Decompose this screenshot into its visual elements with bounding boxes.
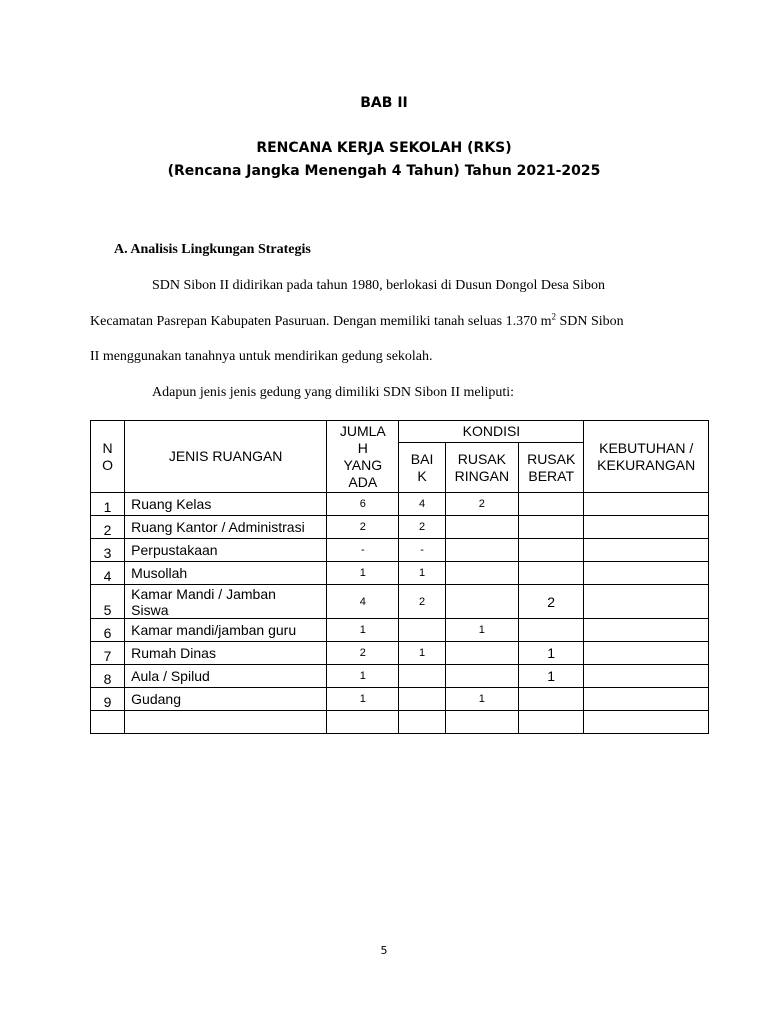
chapter-heading: BAB II [360, 95, 408, 111]
cell-rusak-berat: 1 [519, 642, 584, 665]
cell-no: 1 [91, 493, 125, 516]
cell-rusak-berat [519, 562, 584, 585]
page-number: 5 [380, 944, 388, 957]
header-jenis-ruangan: JENIS RUANGAN [125, 421, 327, 493]
cell-rusak-ringan [445, 665, 518, 688]
header-jumlah-line4: ADA [348, 473, 378, 490]
cell-jenis-line1: Kamar Mandi / Jamban [131, 585, 276, 602]
cell-kebutuhan [584, 493, 709, 516]
cell-rusak-berat [519, 539, 584, 562]
cell-baik: 1 [399, 642, 445, 665]
header-no-line2: O [102, 456, 114, 473]
cell-jenis: Ruang Kantor / Administrasi [125, 516, 327, 539]
header-kebutuhan-line2: KEKURANGAN [597, 456, 696, 473]
paragraph-line-3: II menggunakan tanahnya untuk mendirikan gedung sekolah. [90, 349, 433, 364]
cell-jenis [125, 585, 327, 619]
cell-jumlah: 1 [327, 665, 399, 688]
cell-baik [399, 688, 445, 711]
cell-rusak-ringan [445, 516, 518, 539]
cell-no: 4 [91, 562, 125, 585]
table-row [91, 642, 709, 665]
header-kebutuhan-line1: KEBUTUHAN / [599, 439, 694, 456]
cell-no: 8 [91, 665, 125, 688]
cell-rusak-berat [519, 493, 584, 516]
header-jumlah-line1: JUMLA [339, 422, 386, 439]
header-baik [399, 443, 445, 493]
cell-rusak-ringan [445, 539, 518, 562]
cell-rusak-berat [519, 619, 584, 642]
cell-baik: 1 [399, 562, 445, 585]
header-jumlah [327, 421, 399, 493]
cell-rusak-ringan [445, 562, 518, 585]
table-row [91, 516, 709, 539]
cell-empty [327, 711, 399, 734]
cell-rusak-berat: 1 [519, 665, 584, 688]
header-jumlah-line3: YANG [343, 456, 383, 473]
paragraph-line-2-text: Kecamatan Pasrepan Kabupaten Pasuruan. Dengan memiliki tanah seluas 1.370 m [90, 314, 552, 329]
cell-rusak-berat [519, 516, 584, 539]
cell-no: 7 [91, 642, 125, 665]
cell-jenis: Perpustakaan [125, 539, 327, 562]
table-row [91, 619, 709, 642]
cell-jenis-line2: Siswa [131, 601, 169, 618]
cell-empty [519, 711, 584, 734]
header-kondisi: KONDISI [399, 421, 584, 443]
header-ringan-line1: RUSAK [457, 450, 506, 467]
cell-jenis: Aula / Spilud [125, 665, 327, 688]
cell-jumlah: 4 [327, 585, 399, 619]
cell-rusak-berat [519, 688, 584, 711]
cell-empty [399, 711, 445, 734]
cell-jumlah: 1 [327, 619, 399, 642]
paragraph-line-2 [90, 311, 624, 330]
cell-kebutuhan [584, 688, 709, 711]
paragraph-line-1: SDN Sibon II didirikan pada tahun 1980, berlokasi di Dusun Dongol Desa Sibon [152, 278, 606, 293]
cell-empty [91, 711, 125, 734]
header-rusak-ringan [445, 443, 518, 493]
table-row [91, 688, 709, 711]
cell-kebutuhan [584, 585, 709, 619]
cell-no: 3 [91, 539, 125, 562]
cell-rusak-ringan: 2 [445, 493, 518, 516]
cell-no: 2 [91, 516, 125, 539]
cell-jenis: Ruang Kelas [125, 493, 327, 516]
cell-kebutuhan [584, 539, 709, 562]
cell-jenis: Musollah [125, 562, 327, 585]
cell-baik: 2 [399, 585, 445, 619]
cell-empty [584, 711, 709, 734]
cell-rusak-ringan [445, 642, 518, 665]
table-row [91, 539, 709, 562]
intro-text: Adapun jenis jenis gedung yang dimiliki SDN Sibon II meliputi: [152, 385, 515, 400]
superscript-squared: 2 [551, 311, 556, 322]
document-subtitle: (Rencana Jangka Menengah 4 Tahun) Tahun 2021-2025 [167, 163, 601, 179]
cell-jenis: Gudang [125, 688, 327, 711]
table-row [91, 562, 709, 585]
cell-baik: - [399, 539, 445, 562]
cell-no: 6 [91, 619, 125, 642]
cell-no: 5 [91, 585, 125, 619]
header-no [91, 421, 125, 493]
cell-jenis: Kamar mandi/jamban guru [125, 619, 327, 642]
cell-jenis: Rumah Dinas [125, 642, 327, 665]
header-baik-line2: K [417, 467, 427, 484]
table-row-empty [91, 711, 709, 734]
cell-jumlah: - [327, 539, 399, 562]
cell-baik: 2 [399, 516, 445, 539]
cell-kebutuhan [584, 516, 709, 539]
cell-kebutuhan [584, 642, 709, 665]
cell-rusak-ringan: 1 [445, 688, 518, 711]
cell-jumlah: 1 [327, 688, 399, 711]
header-rusak-berat [519, 443, 584, 493]
cell-kebutuhan [584, 665, 709, 688]
header-jumlah-line2: H [357, 439, 368, 456]
document-title: RENCANA KERJA SEKOLAH (RKS) [256, 140, 512, 156]
cell-rusak-berat: 2 [519, 585, 584, 619]
cell-empty [125, 711, 327, 734]
table-row [91, 665, 709, 688]
cell-jumlah: 1 [327, 562, 399, 585]
cell-kebutuhan [584, 562, 709, 585]
paragraph-line-2-tail: SDN Sibon [555, 314, 624, 329]
cell-empty [445, 711, 518, 734]
cell-baik [399, 665, 445, 688]
cell-rusak-ringan [445, 585, 518, 619]
cell-jumlah: 2 [327, 516, 399, 539]
cell-rusak-ringan: 1 [445, 619, 518, 642]
header-kebutuhan [584, 421, 709, 493]
header-ringan-line2: RINGAN [454, 467, 510, 484]
header-baik-line1: BAI [410, 450, 434, 467]
section-heading: A. Analisis Lingkungan Strategis [114, 242, 311, 257]
cell-jumlah: 2 [327, 642, 399, 665]
cell-no: 9 [91, 688, 125, 711]
rooms-table [90, 420, 709, 734]
cell-jumlah: 6 [327, 493, 399, 516]
table-row [91, 585, 709, 619]
cell-kebutuhan [584, 619, 709, 642]
header-no-line1: N [102, 439, 113, 456]
header-berat-line1: RUSAK [527, 450, 576, 467]
cell-baik [399, 619, 445, 642]
table-row [91, 493, 709, 516]
header-berat-line2: BERAT [528, 467, 575, 484]
cell-baik: 4 [399, 493, 445, 516]
